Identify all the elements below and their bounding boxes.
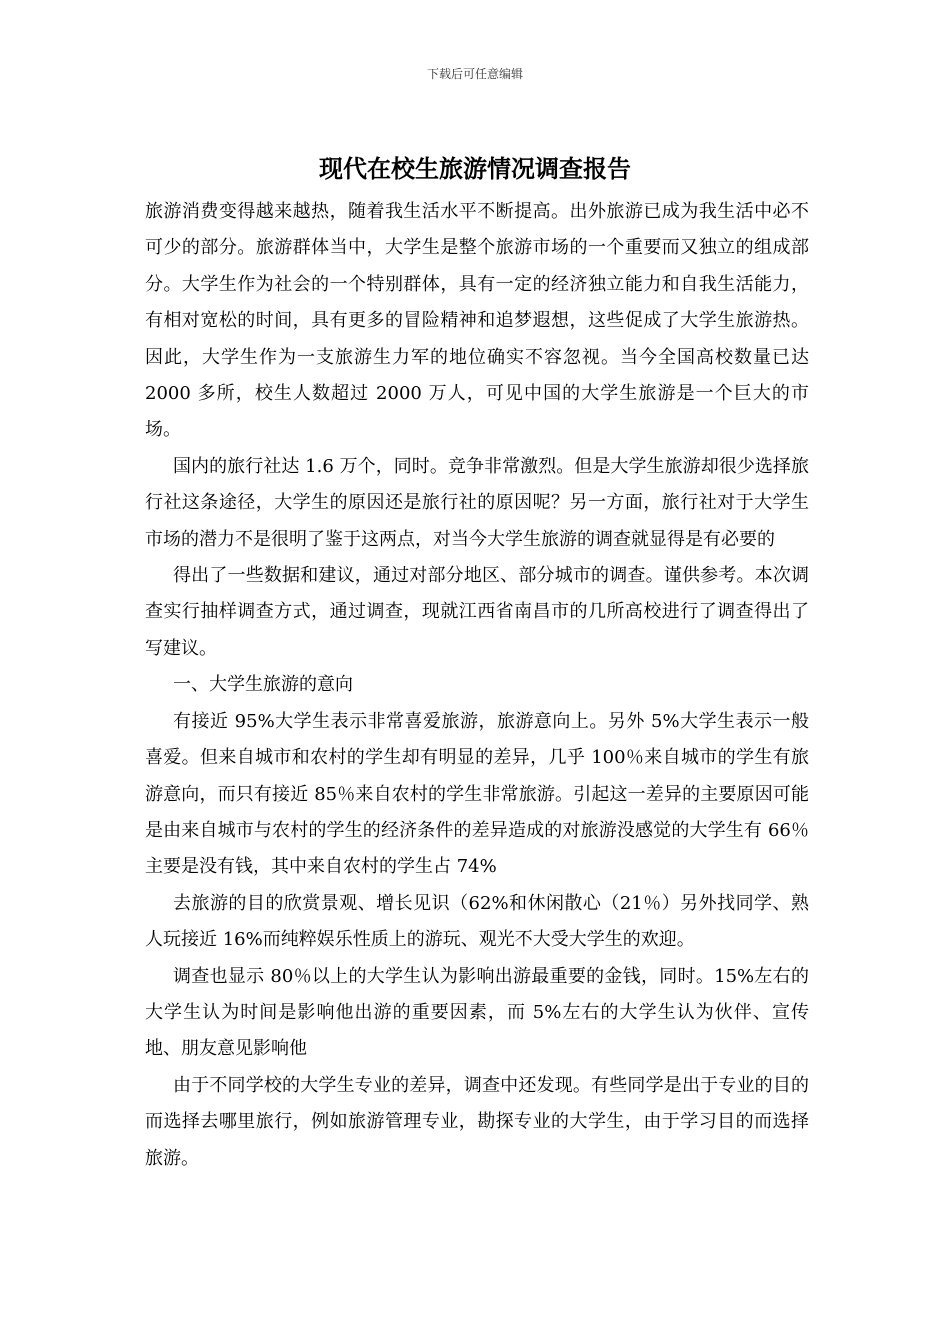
paragraph-travel-agencies: 国内的旅行社达 1.6 万个，同时。竞争非常激烈。但是大学生旅游却很少选择旅行社这条途径，大学生的原因还是旅行社的原因呢？另一方面，旅行社对于大学生市场的潜力不是很明了鉴于这两点，对当今大学生旅游的调查就显得是有必要的: [145, 455, 809, 550]
paragraph-intro: 旅游消费变得越来越热，随着我生活水平不断提高。出外旅游已成为我生活中必不可少的部分。旅游群体当中，大学生是整个旅游市场的一个重要而又独立的组成部分。大学生作为社会的一个特别群体，具有一定的经济独立能力和自我生活能力，有相对宽松的时间，具有更多的冒险精神和追梦遐想，这些促成了大学生旅游热。因此，大学生作为一支旅游生力军的地位确实不容忽视。当今全国高校数量已达 2000 多所，校生人数超过 2000 万人，可见中国的大学生旅游是一个巨大的市场。: [145, 201, 809, 441]
paragraph-survey-method: 得出了一些数据和建议，通过对部分地区、部分城市的调查。谨供参考。本次调查实行抽样调查方式，通过调查，现就江西省南昌市的几所高校进行了调查得出了写建议。: [145, 565, 809, 659]
paragraph-influencing-factors: 调查也显示 80％以上的大学生认为影响出游最重要的金钱，同时。15%左右的大学生认为时间是影响他出游的重要因素，而 5%左右的大学生认为伙伴、宣传地、朋友意见影响他: [145, 965, 809, 1060]
paragraph-travel-intention: 有接近 95%大学生表示非常喜爱旅游，旅游意向上。另外 5%大学生表示一般喜爱。但来自城市和农村的学生却有明显的差异，几乎 100％来自城市的学生有旅游意向，而只有接近 85％来自农村的学生非常旅游。引起这一差异的主要原因可能是由来自城市与农村的学生的经济条件的差异造成的对旅游没感觉的大学生有 66％主要是没有钱，其中来自农村的学生占 74%: [145, 710, 809, 878]
document-body: [145, 194, 809, 1177]
document-title: 现代在校生旅游情况调查报告: [319, 155, 631, 183]
paragraph-travel-purpose: 去旅游的目的欣赏景观、增长见识（62%和休闲散心（21％）另外找同学、熟人玩接近 16%而纯粹娱乐性质上的游玩、观光不大受大学生的欢迎。: [145, 892, 809, 951]
paragraph-major-differences: 由于不同学校的大学生专业的差异，调查中还发现。有些同学是出于专业的目的而选择去哪里旅行，例如旅游管理专业，勘探专业的大学生，由于学习目的而选择旅游。: [145, 1074, 809, 1169]
header-note: 下载后可任意编辑: [426, 67, 523, 81]
section-heading-travel-intention: 一、大学生旅游的意向: [173, 674, 353, 696]
